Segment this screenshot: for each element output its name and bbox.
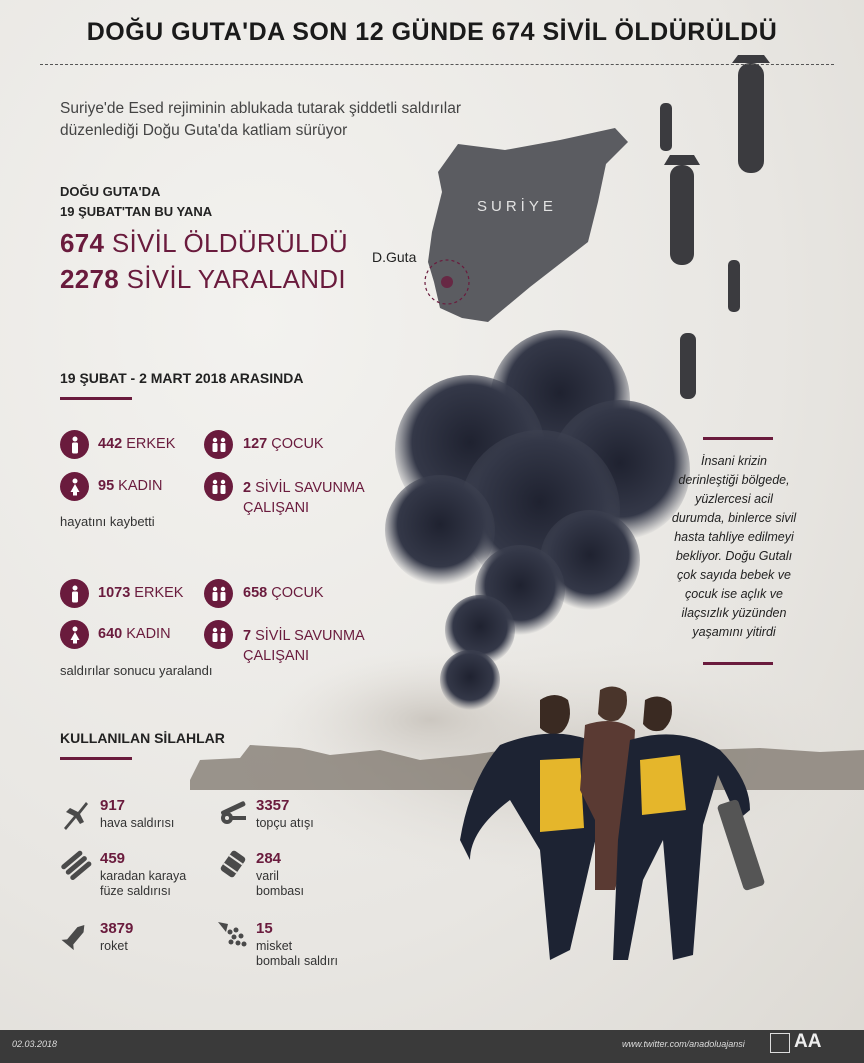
summary-subtitle: [60, 182, 212, 222]
wounded-men-label: ERKEK: [134, 585, 184, 601]
wounded-children-label: ÇOCUK: [271, 585, 324, 601]
weapon-label: hava saldırısı: [100, 816, 175, 830]
agency-logo: AA: [794, 1031, 822, 1052]
killed-total: [60, 228, 348, 259]
killed-total-text: SİVİL ÖLDÜRÜLDÜ: [111, 228, 348, 258]
killed-women: [98, 478, 163, 494]
civil-defense-icon: [204, 472, 233, 501]
woman-icon: [60, 472, 89, 501]
killed-caption: hayatını kaybetti: [60, 514, 155, 529]
period-heading: 19 ŞUBAT - 2 MART 2018 ARASINDA: [60, 370, 304, 386]
weapon-number: 15: [256, 920, 273, 937]
weapon-number: 459: [100, 850, 126, 867]
weapon-label-line1: karadan karaya: [100, 869, 187, 883]
wounded-civil-number: 7: [243, 628, 252, 644]
man-icon: [60, 430, 89, 459]
quote-rule-bottom: [703, 662, 773, 665]
falling-bombs-illustration: [650, 55, 790, 405]
intro-text: Suriye'de Esed rejiminin ablukada tutarak şiddetli saldırılar düzenlediği Doğu Guta'da katliam sürüyor: [60, 100, 461, 139]
weapon-label: roket: [100, 939, 128, 953]
killed-men-number: 442: [98, 436, 123, 452]
weapon-number: 3357: [256, 797, 290, 814]
weapon-number: 917: [100, 797, 126, 814]
wounded-men-number: 1073: [98, 585, 131, 601]
period-rule: [60, 397, 132, 400]
summary-line1: DOĞU GUTA'DA: [60, 184, 161, 199]
weapon-label-line2: bombası: [256, 884, 304, 898]
weapon-number: 284: [256, 850, 282, 867]
summary-line2: 19 ŞUBAT'TAN BU YANA: [60, 204, 213, 219]
wounded-civil-label2: ÇALIŞANI: [243, 648, 310, 664]
woman-icon: [60, 620, 89, 649]
wounded-women: [98, 626, 171, 642]
weapon-label-line1: varil: [256, 869, 279, 883]
wounded-total: [60, 264, 346, 295]
killed-children: [243, 436, 324, 452]
barrel-bomb-icon: [218, 848, 248, 880]
artillery-icon: [214, 796, 252, 826]
weapon-label: [256, 869, 304, 899]
title-divider: [40, 64, 834, 65]
civil-defense-icon: [204, 620, 233, 649]
weapon-label-line2: füze saldırısı: [100, 884, 171, 898]
killed-civil-defense: [243, 478, 365, 518]
wounded-total-number: 2278: [60, 264, 120, 294]
wounded-children-number: 658: [243, 585, 268, 601]
rocket-icon: [60, 920, 92, 950]
quote-text: İnsani krizin derinleştiği bölgede, yüzlercesi acil durumda, binlerce sivil hasta tahliye edilmeyi bekliyor. Doğu Gutalı çok sayıda bebek ve çocuk ise açlık ve ilaçsızlık yüzünden yaşamını yitirdi: [671, 454, 797, 639]
weapon-label: topçu atışı: [256, 816, 314, 830]
weapons-rule: [60, 757, 132, 760]
wounded-men: [98, 585, 183, 601]
weapons-heading: KULLANILAN SİLAHLAR: [60, 730, 225, 746]
weapon-number: 3879: [100, 920, 134, 937]
wounded-civil-label1: SİVİL SAVUNMA: [255, 628, 365, 644]
killed-civil-label2: ÇALIŞANI: [243, 500, 310, 516]
children-icon: [204, 430, 233, 459]
wounded-total-text: SİVİL YARALANDI: [126, 264, 346, 294]
logo-emblem-icon: [770, 1033, 790, 1053]
map-country-label: SURİYE: [477, 198, 557, 215]
weapon-label-line2: bombalı saldırı: [256, 954, 338, 968]
killed-civil-number: 2: [243, 480, 252, 496]
killed-women-number: 95: [98, 478, 115, 494]
missile-icon: [60, 850, 92, 880]
killed-men-label: ERKEK: [126, 436, 176, 452]
cluster-bomb-icon: [214, 918, 250, 952]
wounded-caption: saldırılar sonucu yaralandı: [60, 663, 213, 678]
children-icon: [204, 579, 233, 608]
weapon-label: [100, 869, 186, 899]
killed-children-number: 127: [243, 436, 268, 452]
quote-rule-top: [703, 437, 773, 440]
killed-men: [98, 436, 175, 452]
weapon-label-line1: misket: [256, 939, 293, 953]
killed-civil-label1: SİVİL SAVUNMA: [255, 480, 365, 496]
syria-map: [410, 122, 640, 332]
killed-women-label: KADIN: [118, 478, 163, 494]
wounded-women-number: 640: [98, 626, 123, 642]
wounded-civil-defense: [243, 626, 365, 666]
footer-twitter-link[interactable]: www.twitter.com/anadoluajansi: [622, 1039, 745, 1049]
killed-children-label: ÇOCUK: [271, 436, 324, 452]
footer-date: 02.03.2018: [12, 1039, 58, 1049]
killed-total-number: 674: [60, 228, 105, 258]
man-icon: [60, 579, 89, 608]
jet-icon: [60, 798, 92, 832]
wounded-women-label: KADIN: [126, 626, 171, 642]
weapon-label: [256, 939, 338, 969]
map-location-label: D.Guta: [372, 249, 417, 265]
page-title: DOĞU GUTA'DA SON 12 GÜNDE 674 SİVİL ÖLDÜRÜLDÜ: [86, 18, 778, 46]
wounded-children: [243, 585, 324, 601]
